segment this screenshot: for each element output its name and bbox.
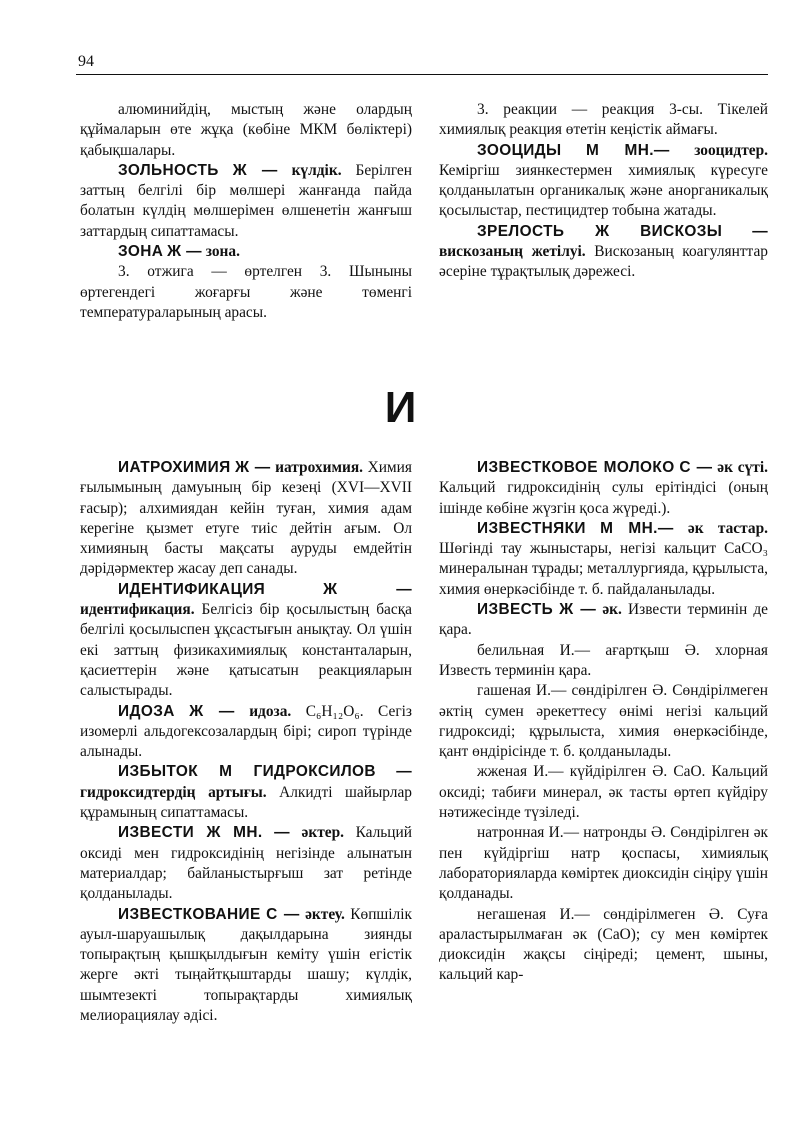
dictionary-entry	[439, 222, 768, 283]
entry-definition: Извести терминін де қара.	[439, 601, 768, 639]
entry-text: гашеная И.— сөндірілген Ә. Сөндірілмеген әктің сумен әрекеттесу өнімі негізі кальций гидроксиді; құрылыста, химия өнеркәсібінде, қант өндірісінде т. б. қолданылады.	[439, 682, 768, 761]
entry-translation: зооцидтер.	[694, 141, 768, 159]
dictionary-entry	[80, 458, 412, 580]
entry-grammar: Ж —	[167, 243, 202, 261]
dictionary-entry	[439, 458, 768, 519]
entry-grammar: М МН.—	[600, 519, 674, 537]
entry-definition: Алкидті шайырлар құрамының сипаттамасы.	[80, 783, 412, 822]
column-bottom-right	[439, 458, 768, 986]
column-bottom-left	[80, 458, 412, 1026]
entry-headword: ИЗВЕСТНЯКИ	[477, 519, 586, 537]
entry-definition: Берілген заттың белгілі бір мөлшері жанғанда пайда болатын күлдің мөлшерімен өлшенетін жанғыш заттардың сипаттамасы.	[80, 161, 412, 240]
dictionary-entry	[439, 519, 768, 600]
entry-grammar: Ж —	[232, 161, 278, 179]
dictionary-entry	[80, 580, 412, 702]
entry-translation: әктер.	[301, 824, 344, 842]
entry-headword: ИЗВЕСТЬ	[477, 601, 554, 619]
entry-headword: ИЗВЕСТКОВОЕ МОЛОКО	[477, 459, 675, 476]
entry-translation: гидроксидтердің артығы.	[80, 783, 267, 801]
entry-translation: вискозаның жетілуі.	[439, 243, 586, 261]
entry-headword: ЗООЦИДЫ	[477, 141, 562, 159]
entry-definition: C₆H₁₂O₆. Сегіз изомерлі альдогексозалардың бірі; сироп түрінде алынады.	[80, 702, 413, 761]
entry-translation: әктеу.	[305, 905, 345, 923]
entry-definition: Кальций гидроксидінің сулы ерітіндісі (оның ішінде көбіне жүзгін қоса жүреді.).	[439, 479, 768, 517]
entry-text: 3. отжига — өртелген 3. Шыныны өртегендегі жоғарғы және төменгі температураларының арасы.	[80, 263, 412, 321]
entry-text: алюминийдің, мыстың және олардың құймаларын өте жұқа (көбіне МКМ бөліктері) қабықшалары.	[80, 101, 412, 159]
entry-headword: ИАТРОХИМИЯ	[118, 459, 231, 476]
entry-definition: Белгісіз бір қосылыстың басқа белгілі қосылыспен ұқсастығын анықтау. Ол үшін екі заттың физикахимиялық константаларын, қасиеттерін және қатысатын реакцияларын салыстырады.	[80, 601, 412, 700]
dictionary-entry	[80, 823, 412, 904]
dictionary-entry	[439, 141, 768, 222]
entry-translation: зона.	[205, 243, 240, 261]
dictionary-entry	[80, 905, 412, 1027]
entry-grammar: —	[752, 222, 768, 240]
entry-text: натронная И.— натронды Ә. Сөндірілген әк пен күйдіргіш натр қоспасы, химиялық лабораторияларда көміртек диоксидін сіңіру үшін қолданады.	[439, 824, 768, 903]
entry-headword: ЗРЕЛОСТЬ Ж ВИСКОЗЫ	[477, 222, 723, 240]
column-top-left	[80, 100, 412, 323]
entry-definition: Көпшілік ауыл-шаруашылық дақылдарына зиянды топырақтың қышқылдығын кеміту үшін егістік жерге әкті тыңайтқыштарды шашу; күлдік, шымтезекті топырақтарды химиялық мелиорациялау әдісі.	[80, 905, 412, 1025]
entry-definition: Кальций оксиді мен гидроксидінің негізінде алынатын материалдар; байланыстырғыш зат ретінде қолданылады.	[80, 824, 412, 903]
entry-headword: ИЗВЕСТИ Ж МН.	[118, 824, 263, 842]
entry-grammar: Ж —	[323, 580, 412, 598]
entry-translation: күлдік.	[291, 161, 342, 179]
entry-grammar: Ж —	[189, 702, 235, 720]
entry-translation: әк сүті.	[717, 459, 768, 476]
page-number: 94	[78, 53, 94, 70]
entry-headword: ИДОЗА	[118, 702, 175, 720]
entry-grammar: —	[274, 824, 290, 842]
entry-grammar: —	[396, 763, 412, 781]
entry-definition: Химия ғылымының дамуының бір кезеңі (XVI—XVII ғасыр); алхимиядан кейін туған, химия адам керегіне қызмет етуге тиіс дейтін ағым. Ол химияның басты мақсаты ауруды емдейтін дәрідәрмектер жасау деп санады.	[80, 459, 412, 578]
entry-headword: ИЗВЕСТКОВАНИЕ	[118, 905, 261, 923]
entry-translation: идоза.	[249, 702, 292, 720]
column-top-right	[439, 100, 768, 283]
dictionary-entry	[80, 161, 412, 242]
dictionary-entry	[80, 702, 412, 763]
entry-text: негашеная И.— сөндірілмеген Ә. Суға араластырылмаған әк (CaO); су мен көміртек диоксидін жақсы сіңіреді; цемент, шыны, кальций кар-	[439, 905, 768, 984]
entry-grammar: Ж —	[559, 601, 597, 619]
entry-definition: Кеміргіш зиянкестермен химиялық күресуге қолданылатын органикалық және анорганикалық қосылыстар, пестицидтер тобына жатады.	[439, 161, 768, 220]
section-letter: И	[384, 383, 417, 432]
entry-translation: әк тастар.	[687, 519, 768, 537]
entry-headword: ЗОЛЬНОСТЬ	[118, 161, 219, 179]
entry-grammar: Ж —	[235, 459, 271, 476]
entry-text: жженая И.— күйдірілген Ә. CaO. Кальций оксиді; табиғи минерал, әк тасты өртеп күйдіру нәтижесінде түзіледі.	[439, 763, 768, 822]
entry-headword: ИЗБЫТОК М ГИДРОКСИЛОВ	[118, 763, 376, 781]
entry-headword: ИДЕНТИФИКАЦИЯ	[118, 580, 266, 598]
entry-translation: иатрохимия.	[275, 459, 364, 476]
entry-definition: Вискозаның коагулянттар әсеріне тұрақтылық дәрежесі.	[439, 243, 768, 281]
entry-text: белильная И.— ағартқыш Ә. хлорная Известь терминін қара.	[439, 641, 768, 679]
entry-headword: ЗОНА	[118, 243, 164, 261]
entry-grammar: С —	[679, 459, 713, 476]
dictionary-entry	[80, 762, 412, 823]
entry-translation: идентификация.	[80, 601, 195, 619]
dictionary-entry	[80, 242, 412, 262]
header-rule	[76, 74, 768, 75]
entry-translation: әк.	[602, 601, 622, 619]
entry-text: 3. реакции — реакция 3-сы. Тікелей химиялық реакция өтетін кеңістік аймағы.	[439, 101, 768, 139]
entry-definition: Шөгінді тау жыныстары, негізі кальцит CaCO₃ минералынан тұрады; металлургияда, құрылыста, химия өнеркәсібінде т. б. пайдаланылады.	[439, 540, 768, 598]
entry-grammar: С —	[266, 905, 300, 923]
dictionary-entry	[439, 600, 768, 641]
entry-grammar: М МН.—	[586, 141, 670, 159]
